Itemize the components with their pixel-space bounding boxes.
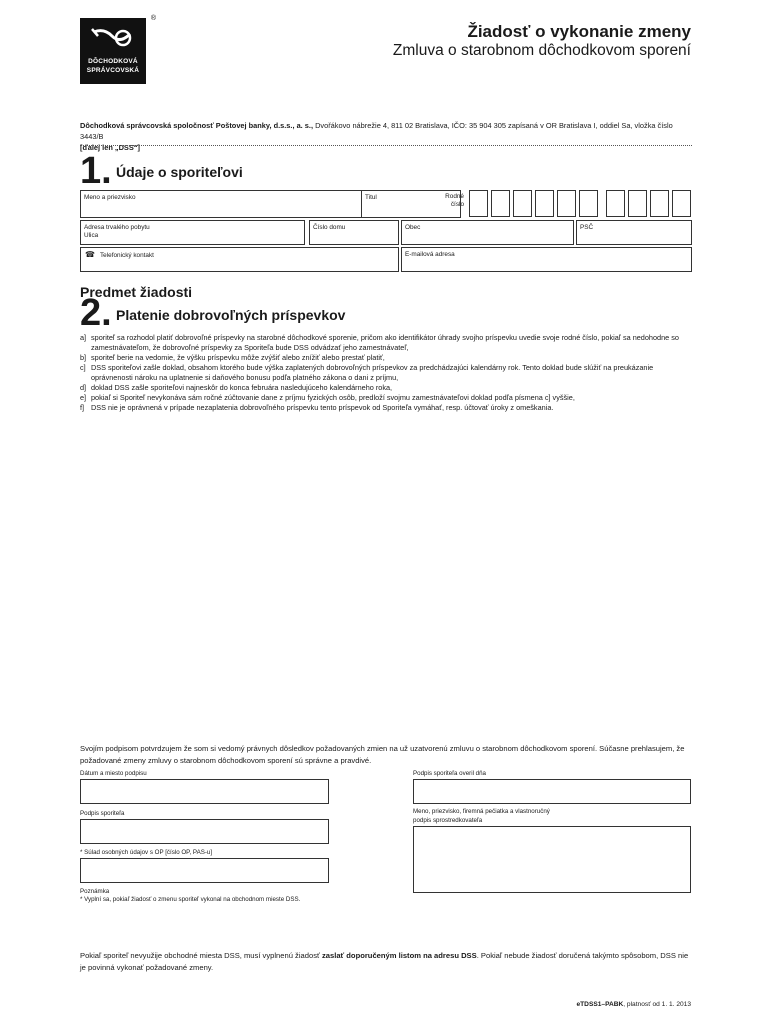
rc-digit-box[interactable] (535, 190, 554, 217)
section1-title: Údaje o sporiteľovi (116, 164, 243, 180)
verify-date-label: Podpis sporiteľa overil dňa (413, 770, 487, 777)
list-item: e] pokiaľ si Sporiteľ nevykonáva sám ročné zúčtovanie dane z príjmu fyzických osôb, predloží svojmu zamestnávateľovi doklad podľa písmena c] vyššie, (80, 393, 575, 402)
registered-mark: ® (150, 15, 156, 22)
rc-digit-box[interactable] (672, 190, 691, 217)
id-check-field[interactable] (80, 858, 329, 883)
logo-text-line1: DÔCHODKOVÁ (88, 58, 138, 65)
rc-digit-box[interactable] (579, 190, 598, 217)
name-label: Meno a priezvisko (84, 194, 136, 201)
list-item: d] doklad DSS zašle sporiteľovi najneskôr do konca februára nasledujúceho kalendárneho roka, (80, 383, 393, 392)
street-label: Ulica (84, 232, 99, 239)
email-label: E-mailová adresa (405, 251, 455, 258)
titul-label: Titul (365, 194, 377, 201)
note-label: Poznámka (80, 888, 110, 895)
company-short: [ďalej len „DSS“] (80, 143, 140, 152)
form-title: Žiadosť o vykonanie zmeny (467, 22, 691, 41)
section1-number: 1. (80, 150, 112, 192)
company-name: Dôchodková správcovská spoločnosť Poštovej banky, d.s.s., a. s., (80, 121, 314, 130)
rc-digit-box[interactable] (491, 190, 510, 217)
post-horn-icon (90, 26, 136, 52)
verify-date-field[interactable] (413, 779, 691, 804)
name-field[interactable] (80, 190, 461, 218)
dss-logo (80, 15, 156, 84)
divider (80, 145, 692, 146)
company-details: Dvořákovo nábrežie 4, 811 02 Bratislava, IČO: 35 904 305 zapísaná v OR Bratislava I, oddiel Sa, vložka číslo 3443/B (80, 121, 673, 141)
id-check-label: * Súlad osobných údajov s OP [číslo OP, PAS-u] (80, 849, 213, 856)
phone-icon: ☎ (85, 250, 95, 259)
list-item: c] DSS sporiteľovi zašle doklad, obsahom ktorého bude výška zaplatených dobrovoľných príspevkov za predchádzajúci kalendárny rok. Tento doklad bude slúžiť na preukázanie oprávnenosti nároku na uplatnenie si daňového bonusu podľa platného zákona o dani z príjmu, (80, 363, 654, 382)
list-item: f] DSS nie je oprávnená v prípade nezaplatenia dobrovoľného príspevku tento príspevok od Sporiteľa vymáhať, resp. účtovať úroky z omeškania. (80, 403, 554, 412)
terms-list (80, 333, 692, 413)
rc-digit-box[interactable] (469, 190, 488, 217)
stamp-signature-field[interactable] (413, 826, 691, 893)
footer-notice: Pokiaľ sporiteľ nevyužije obchodné miesta DSS, musí vyplnenú žiadosť zaslať doporučeným listom na adresu DSS. Pokiaľ nebude žiadosť doručená takýmto spôsobom, DSS nie je povinná vykonať požadované zmeny. (80, 951, 689, 972)
city-field[interactable] (401, 220, 574, 245)
saver-signature-field[interactable] (80, 819, 329, 844)
list-item: b] sporiteľ berie na vedomie, že výšku príspevku môže zvýšiť alebo znížiť alebo prestať platiť, (80, 353, 385, 362)
rc-digit-box[interactable] (650, 190, 669, 217)
phone-label: Telefonický kontakt (99, 252, 154, 259)
form-subtitle: Zmluva o starobnom dôchodkovom sporení (392, 42, 691, 59)
form-code: eTDSS1–PABK, platnosť od 1. 1. 2013 (576, 1001, 691, 1008)
section2-number: 2. (80, 292, 112, 334)
phone-field[interactable] (80, 247, 399, 272)
stamp-label-1: Meno, priezvisko, firemná pečiatka a vlastnoručný (413, 808, 550, 815)
address-label: Adresa trvalého pobytu (84, 224, 150, 231)
postal-code-label: PSČ (580, 224, 594, 231)
company-info (80, 120, 692, 153)
saver-signature-label: Podpis sporiteľa (80, 810, 125, 817)
house-number-label: Číslo domu (313, 224, 346, 231)
rc-label: Rodné číslo (445, 193, 464, 208)
house-number-field[interactable] (309, 220, 399, 245)
section2-title: Platenie dobrovoľných príspevkov (116, 307, 346, 323)
note-text: * Vyplní sa, pokiaľ žiadosť o zmenu sporiteľ vykonal na obchodnom mieste DSS. (80, 896, 301, 903)
subject-heading: Predmet žiadosti (80, 284, 193, 300)
footer-emphasis: zaslať doporučeným listom na adresu DSS (321, 951, 477, 960)
list-item: a] sporiteľ sa rozhodol platiť dobrovoľné príspevky na starobné dôchodkové sporenie, pričom ako identifikátor úhrady svojho príspevku uvedie svoje rodné číslo, pokiaľ sa nedohodne so zamestnávateľom, že dobrovoľné príspevky za Sporiteľa bude DSS odvádzať jeho zamestnávateľ, (80, 333, 679, 352)
city-label: Obec (405, 224, 421, 231)
street-field[interactable] (80, 220, 305, 245)
statement-text: Svojím podpisom potvrdzujem že som si vedomý právnych dôsledkov požadovaných zmien na už uzatvorenú zmluvu o starobnom dôchodkovom sporení. Súčasne prehlasujem, že požadované zmeny zmluvy o starobnom dôchodkovom sporení sú správne a pravdivé. (80, 744, 685, 765)
rc-digit-box[interactable] (628, 190, 647, 217)
postal-code-field[interactable] (576, 220, 692, 245)
rc-digit-box[interactable] (606, 190, 625, 217)
date-place-field[interactable] (80, 779, 329, 804)
rc-digit-box[interactable] (557, 190, 576, 217)
email-field[interactable] (401, 247, 692, 272)
logo-text-line2: SPRÁVCOVSKÁ (86, 67, 140, 74)
rc-digit-box[interactable] (513, 190, 532, 217)
stamp-label-2: podpis sprostredkovateľa (413, 817, 483, 824)
date-place-label: Dátum a miesto podpisu (80, 770, 147, 777)
